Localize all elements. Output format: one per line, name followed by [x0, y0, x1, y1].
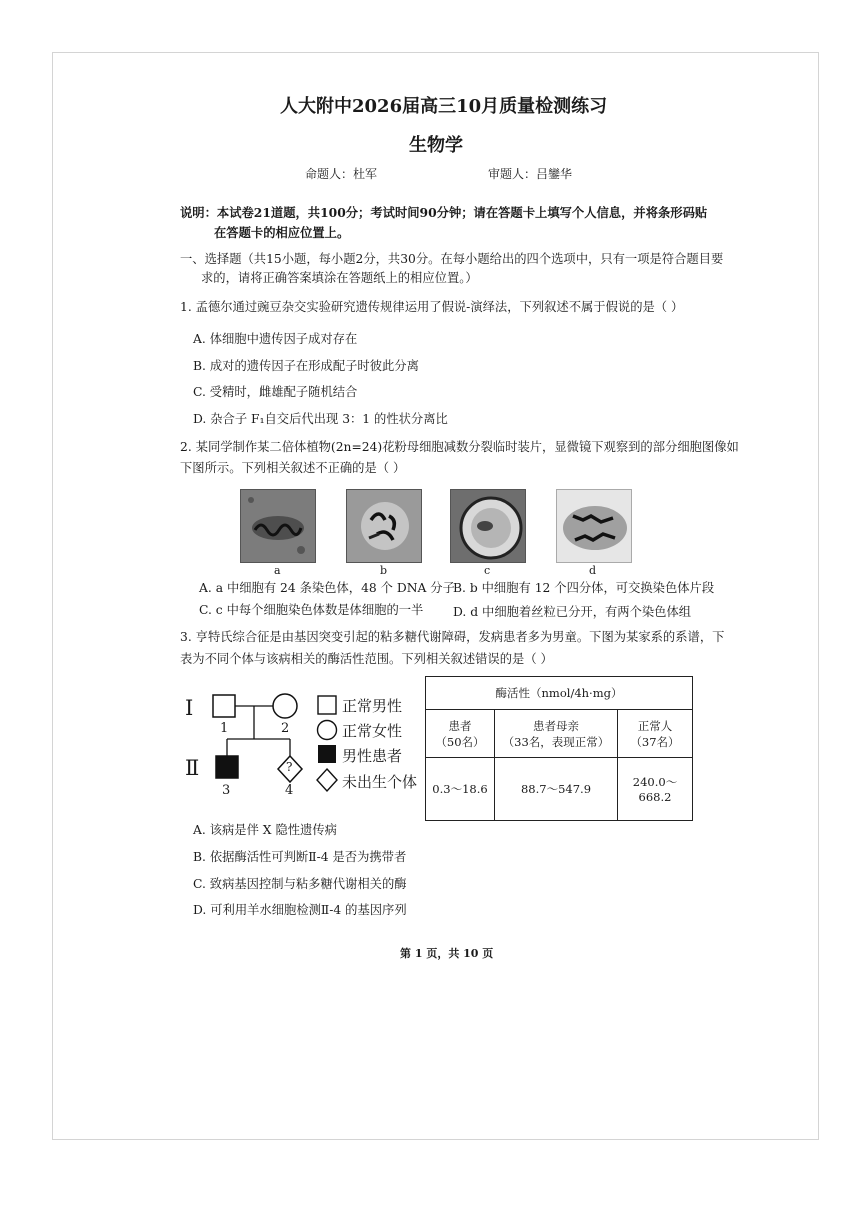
column-count: （37名）	[630, 734, 680, 749]
q1-stem: 1. 孟德尔通过豌豆杂交实验研究遗传规律运用了假说-演绎法，下列叙述不属于假说的是（ ）	[180, 300, 684, 314]
q2-stem-line-1: 2. 某同学制作某二倍体植物(2n=24)花粉母细胞减数分裂临时装片，显微镜下观察到的部分细胞图像如	[180, 440, 739, 454]
page-footer: 第 1 页，共 10 页	[400, 947, 494, 960]
q1-option-a: A. 体细胞中遗传因子成对存在	[193, 332, 358, 346]
legend-unborn-icon	[317, 769, 337, 791]
generation-label-1: Ⅰ	[185, 696, 194, 720]
individual-id-3: 3	[222, 783, 231, 798]
caption-a: a	[274, 564, 281, 577]
q1-option-c: C. 受精时，雌雄配子随机结合	[193, 385, 358, 399]
column-count: （33名，表现正常）	[502, 734, 610, 749]
individual-id-2: 2	[281, 721, 290, 736]
table-header: 酶活性（nmol/4h·mg）	[426, 677, 693, 710]
micrograph-c	[450, 489, 526, 563]
legend-affected-male-icon	[318, 745, 336, 763]
pedigree-legend-symbols	[316, 694, 341, 794]
pedigree-chart	[200, 686, 325, 791]
legend-normal-male-icon	[318, 696, 336, 714]
table-value-normal: 240.0～668.2	[618, 758, 693, 821]
table-column-patients	[426, 710, 495, 758]
q2-option-d: D. d 中细胞着丝粒已分开，有两个染色体组	[453, 605, 692, 619]
legend-normal-male: 正常男性	[342, 697, 403, 715]
legend-unborn: 未出生个体	[342, 773, 418, 791]
q3-stem-line-1: 3. 亨特氏综合征是由基因突变引起的粘多糖代谢障碍，发病患者多为男童。下图为某家系的系谱，下	[180, 630, 725, 644]
affected-male-symbol	[216, 756, 238, 778]
section-heading-line-2: 求的，请将正确答案填涂在答题纸上的相应位置。）	[201, 271, 478, 285]
q3-stem-line-2: 表为不同个体与该病相关的酶活性范围。下列相关叙述错误的是（ ）	[180, 652, 553, 666]
q2-option-a: A. a 中细胞有 24 条染色体，48 个 DNA 分子	[199, 581, 455, 595]
micrograph-b	[346, 489, 422, 563]
q1-option-b: B. 成对的遗传因子在形成配子时彼此分离	[193, 359, 419, 373]
column-name: 患者母亲	[533, 718, 579, 733]
micrograph-d	[556, 489, 632, 563]
reviewer-line: 审题人：吕鑾华	[488, 167, 573, 181]
q1-option-d: D. 杂合子 F₁自交后代出现 3：1 的性状分离比	[193, 412, 448, 426]
table-value-patients: 0.3～18.6	[426, 758, 495, 821]
legend-affected-male: 男性患者	[342, 747, 403, 765]
enzyme-activity-table	[425, 676, 693, 821]
caption-d: d	[589, 564, 597, 577]
instructions-line-1: 说明：本试卷21道题，共100分；考试时间90分钟；请在答题卡上填写个人信息，并将条形码贴	[180, 205, 708, 220]
q3-option-b: B. 依据酶活性可判断Ⅱ-4 是否为携带者	[193, 850, 407, 864]
instructions-line-2: 在答题卡的相应位置上。	[214, 225, 350, 240]
individual-id-1: 1	[220, 721, 229, 736]
individual-id-4: 4	[285, 783, 294, 798]
section-heading-line-1: 一、选择题（共15小题，每小题2分，共30分。在每小题给出的四个选项中，只有一项是符合题目要	[180, 252, 724, 266]
q3-option-c: C. 致病基因控制与粘多糖代谢相关的酶	[193, 877, 407, 891]
q2-option-c: C. c 中每个细胞染色体数是体细胞的一半	[199, 603, 424, 617]
micrograph-a	[240, 489, 316, 563]
normal-female-symbol	[273, 694, 297, 718]
table-column-normal	[618, 710, 693, 758]
generation-label-2: Ⅱ	[185, 756, 200, 780]
q3-option-a: A. 该病是伴 X 隐性遗传病	[193, 823, 337, 837]
q3-option-d: D. 可利用羊水细胞检测Ⅱ-4 的基因序列	[193, 903, 407, 917]
column-name: 患者	[448, 718, 472, 733]
exam-title: 人大附中2026届高三10月质量检测练习	[280, 96, 608, 117]
column-count: （50名）	[435, 734, 485, 749]
column-name: 正常人	[637, 718, 673, 733]
legend-normal-female: 正常女性	[342, 722, 403, 740]
q2-stem-line-2: 下图所示。下列相关叙述不正确的是（ ）	[180, 461, 406, 475]
caption-c: c	[484, 564, 491, 577]
table-value-mothers: 88.7～547.9	[495, 758, 618, 821]
author-line: 命题人：杜军	[305, 167, 378, 181]
q2-option-b: B. b 中细胞有 12 个四分体，可交换染色体片段	[453, 581, 715, 595]
normal-male-symbol	[213, 695, 235, 717]
unknown-mark: ?	[286, 760, 293, 774]
caption-b: b	[380, 564, 388, 577]
subject-title: 生物学	[409, 135, 463, 156]
legend-normal-female-icon	[318, 721, 337, 740]
table-column-mothers	[495, 710, 618, 758]
